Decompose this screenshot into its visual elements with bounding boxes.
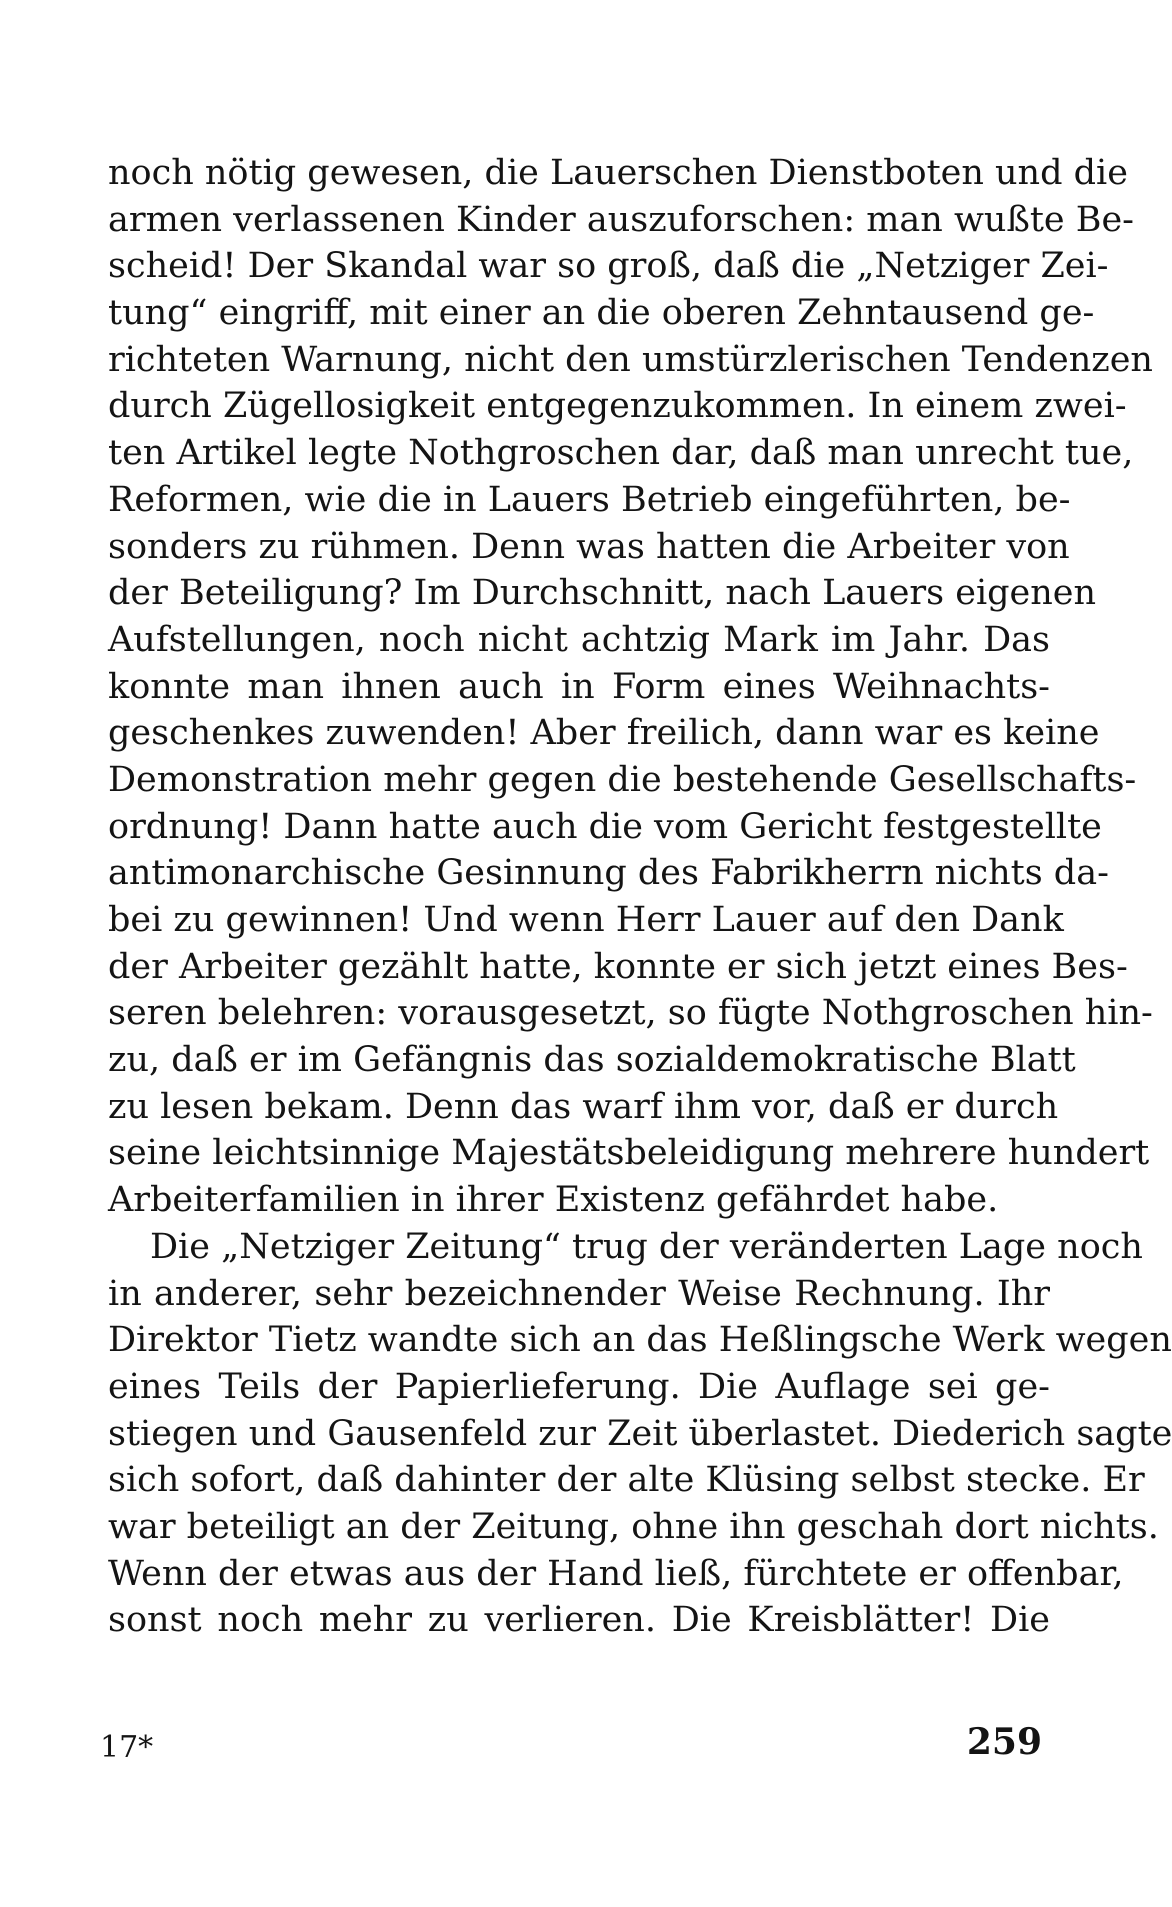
text-line: Wenn der etwas aus der Hand ließ, fürchtete er offenbar, — [108, 1553, 1124, 1594]
paragraph — [108, 1224, 1172, 1644]
text-line: ordnung! Dann hatte auch die vom Gericht festgestellte — [108, 806, 1102, 847]
text-line: seren belehren: vorausgesetzt, so fügte Nothgroschen hin- — [108, 993, 1153, 1034]
text-line: Aufstellungen, noch nicht achtzig Mark im Jahr. Das — [108, 619, 1050, 660]
text-line: war beteiligt an der Zeitung, ohne ihn geschah dort nichts. — [108, 1506, 1159, 1547]
text-line: konnte man ihnen auch in Form eines Weihnachts- — [108, 666, 1050, 707]
text-line: eines Teils der Papierlieferung. Die Auflage sei ge- — [108, 1366, 1050, 1407]
text-line: sonst noch mehr zu verlieren. Die Kreisblätter! Die — [108, 1600, 1050, 1641]
text-line: stiegen und Gausenfeld zur Zeit überlastet. Diederich sagte — [108, 1413, 1172, 1454]
text-line: richteten Warnung, nicht den umstürzlerischen Tendenzen — [108, 339, 1153, 380]
text-line: antimonarchische Gesinnung des Fabrikherrn nichts da- — [108, 853, 1109, 894]
text-line: Reformen, wie die in Lauers Betrieb eingeführten, be- — [108, 479, 1071, 520]
text-line: sich sofort, daß dahinter der alte Klüsing selbst stecke. Er — [108, 1460, 1145, 1501]
text-line: der Arbeiter gezählt hatte, konnte er sich jetzt eines Bes- — [108, 946, 1128, 987]
text-line: ten Artikel legte Nothgroschen dar, daß man unrecht tue, — [108, 433, 1134, 474]
text-line: sonders zu rühmen. Denn was hatten die Arbeiter von — [108, 526, 1070, 567]
text-line: noch nötig gewesen, die Lauerschen Dienstboten und die — [108, 153, 1128, 193]
text-line: Arbeiterfamilien in ihrer Existenz gefährdet habe. — [108, 1180, 999, 1221]
printer-signature-mark: 17* — [100, 1730, 154, 1765]
text-line: tung“ eingriff, mit einer an die oberen Zehntausend ge- — [108, 293, 1095, 334]
text-line: bei zu gewinnen! Und wenn Herr Lauer auf den Dank — [108, 900, 1064, 940]
text-line: Direktor Tietz wandte sich an das Heßlingsche Werk wegen — [108, 1320, 1172, 1361]
text-line: in anderer, sehr bezeichnender Weise Rechnung. Ihr — [108, 1273, 1050, 1314]
text-line: zu lesen bekam. Denn das warf ihm vor, daß er durch — [108, 1086, 1059, 1127]
paragraph — [108, 150, 1153, 1224]
text-line: der Beteiligung? Im Durchschnitt, nach Lauers eigenen — [108, 573, 1097, 614]
text-line: armen verlassenen Kinder auszuforschen: man wußte Be- — [108, 199, 1135, 240]
text-line: Demonstration mehr gegen die bestehende Gesellschafts- — [108, 759, 1137, 800]
body-text — [108, 150, 1172, 1644]
text-line: scheid! Der Skandal war so groß, daß die „Netziger Zei- — [108, 246, 1109, 287]
page-number: 259 — [966, 1721, 1042, 1763]
text-line: zu, daß er im Gefängnis das sozialdemokratische Blatt — [108, 1040, 1076, 1081]
text-line: geschenkes zuwenden! Aber freilich, dann war es keine — [108, 713, 1100, 754]
text-line: seine leichtsinnige Majestätsbeleidigung mehrere hundert — [108, 1133, 1150, 1174]
text-line: durch Zügellosigkeit entgegenzukommen. In einem zwei- — [108, 386, 1127, 427]
text-line: Die „Netziger Zeitung“ trug der veränderten Lage noch — [150, 1226, 1143, 1267]
